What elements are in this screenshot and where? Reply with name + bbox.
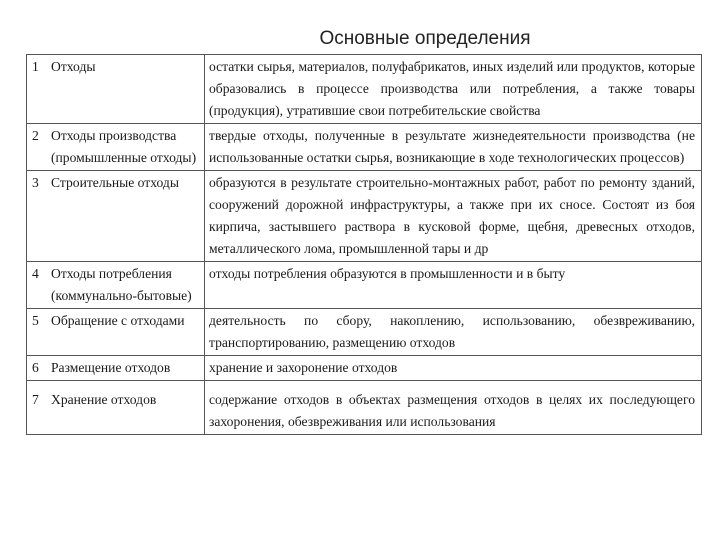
row-number: 5 bbox=[32, 313, 39, 328]
table-row bbox=[27, 262, 702, 309]
definition-cell: образуются в результате строительно-монтажных работ, работ по ремонту зданий, сооружений дорожной инфраструктуры, а также при их сносе. Состоят из боя кирпича, застывшего раствора в кусковой форме, щебня, древесных отходов, металлического лома, промышленной тары и др bbox=[205, 171, 702, 262]
term-text: Отходы bbox=[51, 59, 96, 74]
term-text: Строительные отходы bbox=[51, 175, 179, 190]
definition-cell: отходы потребления образуются в промышленности и в быту bbox=[205, 262, 702, 309]
definition-cell: деятельность по сбору, накоплению, использованию, обезвреживанию, транспортированию, размещению отходов bbox=[205, 309, 702, 356]
term-cell bbox=[27, 55, 205, 124]
row-number: 7 bbox=[32, 392, 39, 407]
term-cell bbox=[27, 171, 205, 262]
table-row bbox=[27, 124, 702, 171]
table-row bbox=[27, 356, 702, 381]
term-text: Хранение отходов bbox=[51, 392, 157, 407]
definition-cell: остатки сырья, материалов, полуфабрикатов, иных изделий или продуктов, которые образовались в процессе производства или потребления, а также товары (продукция), утратившие свои потребительские свойства bbox=[205, 55, 702, 124]
term-cell bbox=[27, 262, 205, 309]
row-number: 1 bbox=[32, 59, 39, 74]
term-text: Размещение отходов bbox=[51, 360, 171, 375]
page-title: Основные определения bbox=[319, 28, 531, 49]
term-cell bbox=[27, 381, 205, 435]
term-cell bbox=[27, 124, 205, 171]
table-row bbox=[27, 55, 702, 124]
definition-cell: содержание отходов в объектах размещения отходов в целях их последующего захоронения, обезвреживания или использования bbox=[205, 381, 702, 435]
definitions-table bbox=[26, 54, 702, 435]
row-number: 4 bbox=[32, 266, 39, 281]
row-number: 6 bbox=[32, 360, 39, 375]
definition-cell: хранение и захоронение отходов bbox=[205, 356, 702, 381]
term-text: Отходы производства (промышленные отходы) bbox=[51, 128, 197, 165]
term-text: Отходы потребления (коммунально-бытовые) bbox=[51, 266, 192, 303]
term-cell bbox=[27, 356, 205, 381]
table-row bbox=[27, 171, 702, 262]
definition-cell: твердые отходы, полученные в результате жизнедеятельности производства (не использованные остатки сырья, возникающие в ходе технологических процессов) bbox=[205, 124, 702, 171]
table-row bbox=[27, 309, 702, 356]
row-number: 2 bbox=[32, 128, 39, 143]
term-text: Обращение с отходами bbox=[51, 313, 185, 328]
row-number: 3 bbox=[32, 175, 39, 190]
term-cell bbox=[27, 309, 205, 356]
table-row bbox=[27, 381, 702, 435]
